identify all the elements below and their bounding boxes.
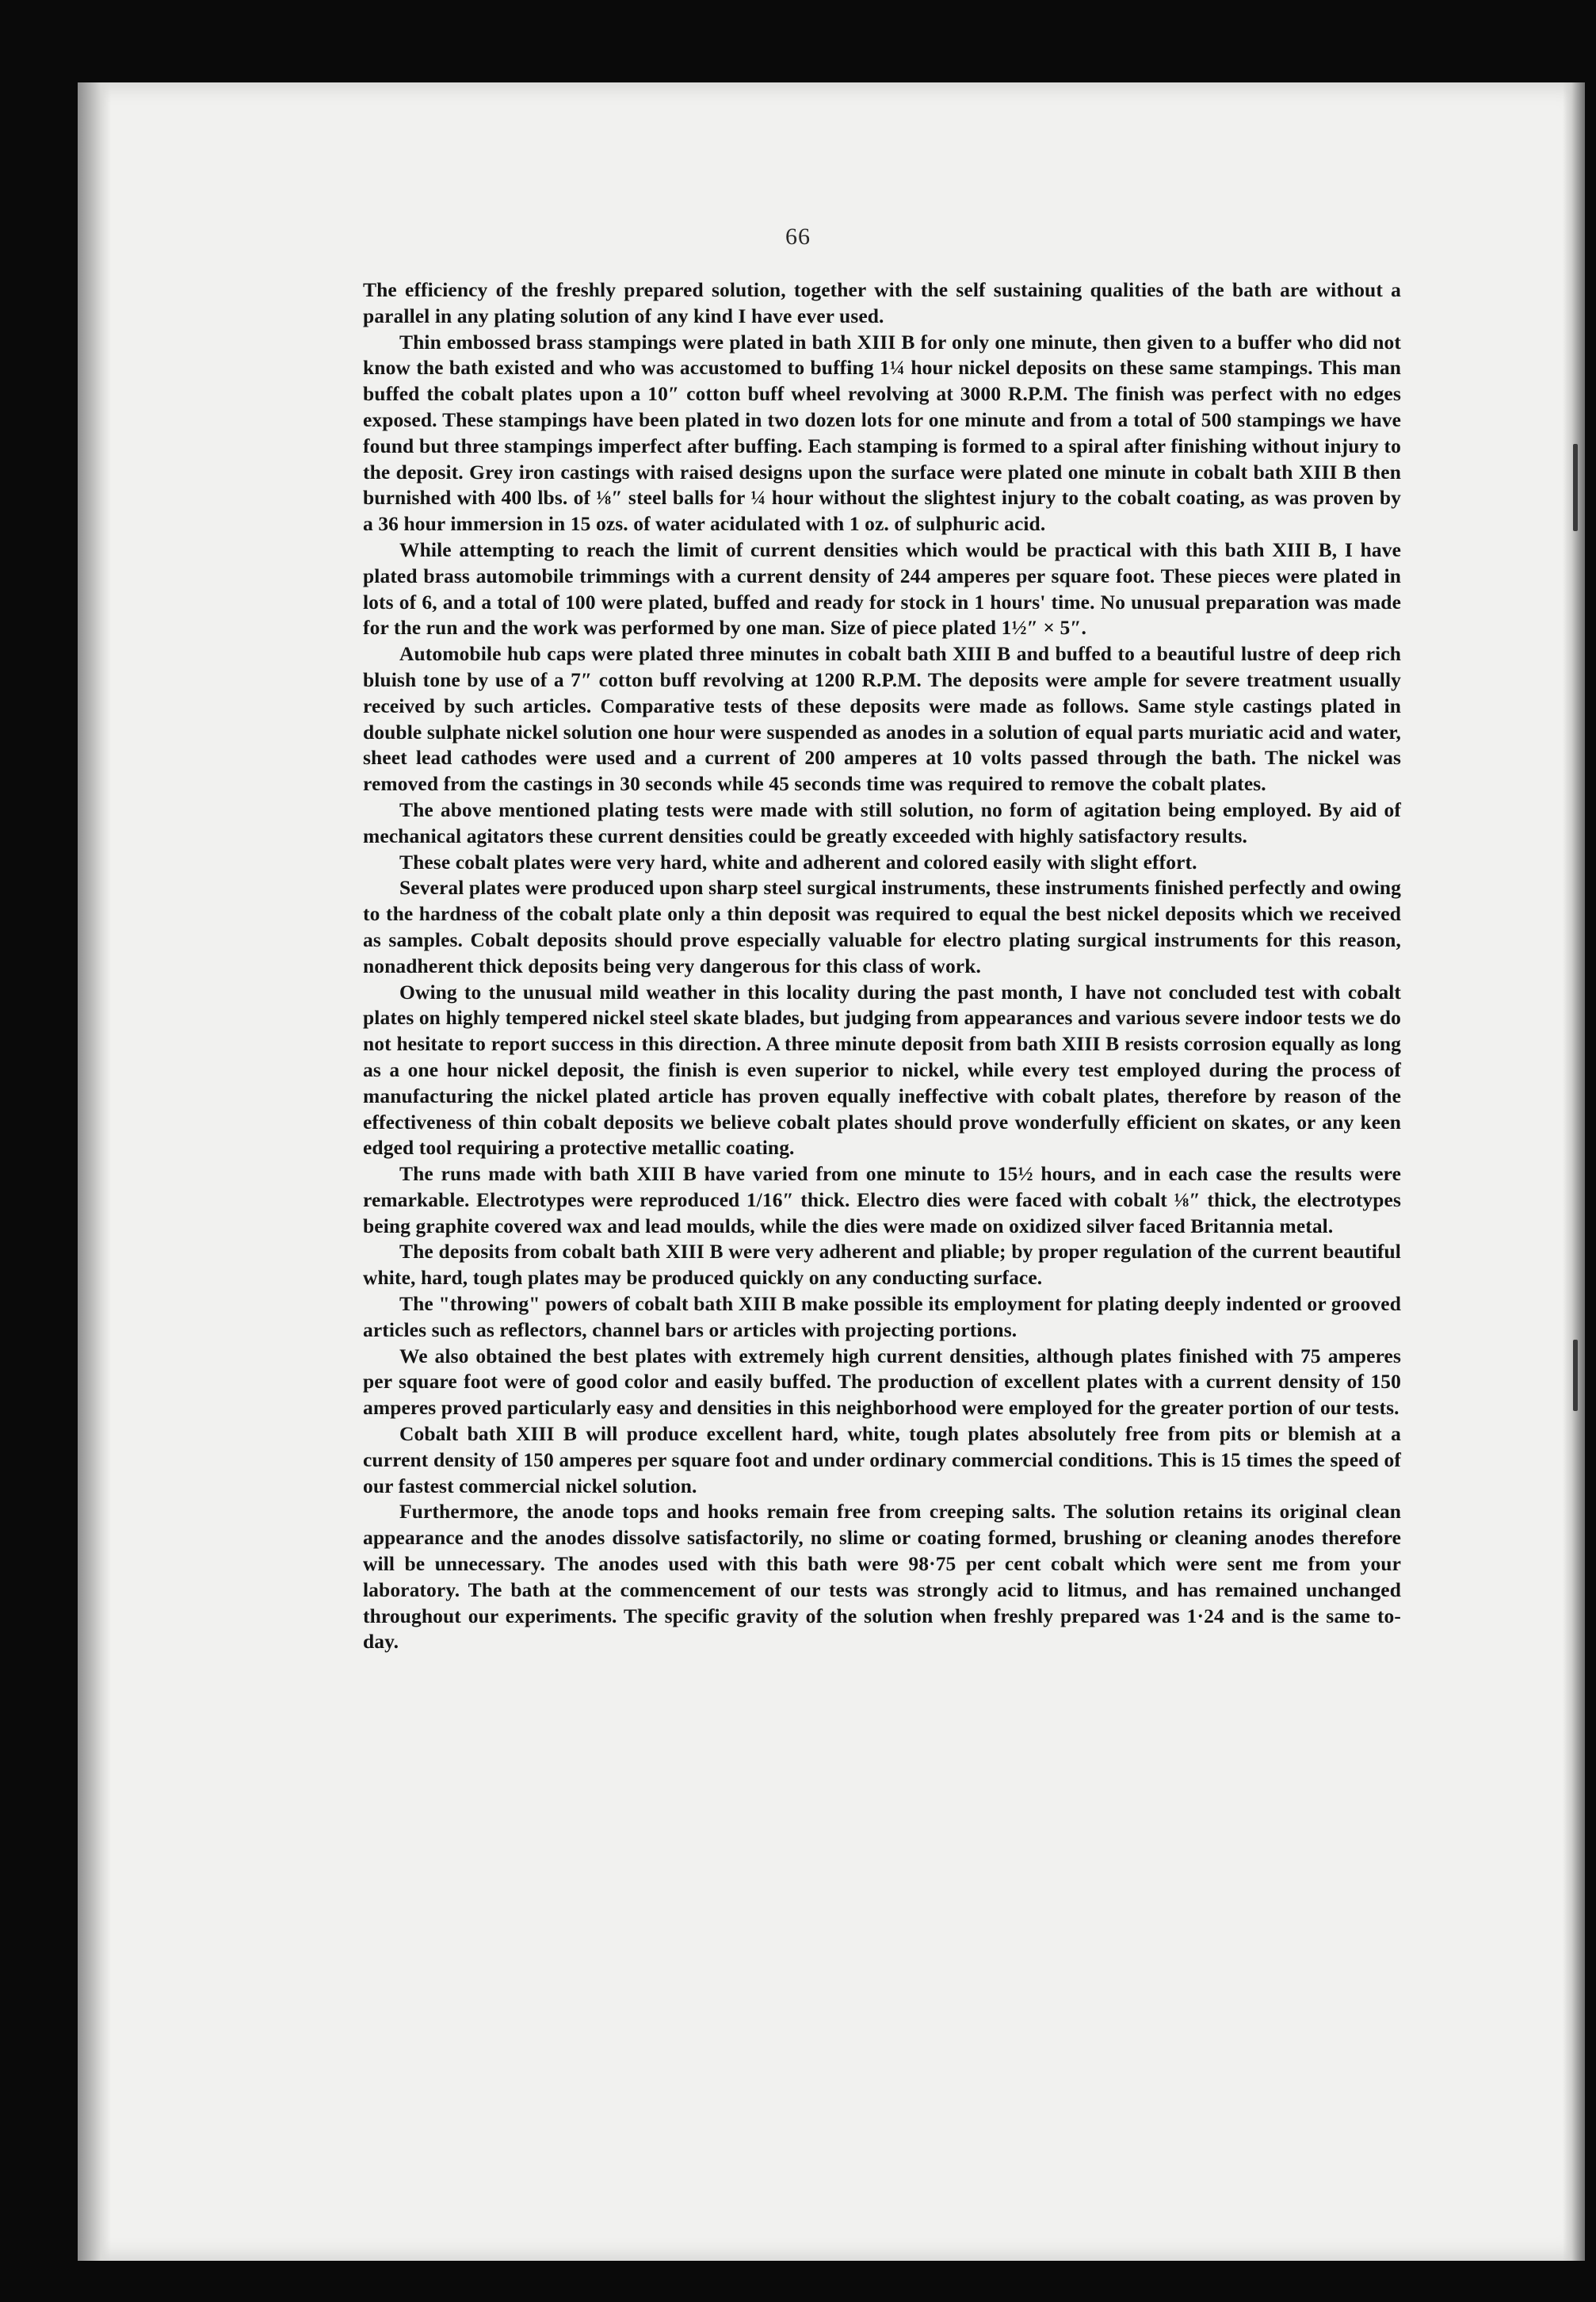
paragraph: Furthermore, the anode tops and hooks remain free from creeping salts. The solution retains its original clean appearance and the anodes dissolve satisfactorily, no slime or coating formed, brushing or cleaning anodes therefore will be unnecessary. The anodes used with this bath were 98·75 per cent cobalt which were sent me from your laboratory. The bath at the commencement of our tests was strongly acid to litmus, and has remained unchanged throughout our experiments. The specific gravity of the solution when freshly prepared was 1·24 and is the same to-day. <box>363 1500 1401 1654</box>
paragraph: The above mentioned plating tests were made with still solution, no form of agitation being employed. By aid of mechanical agitators these current densities could be greatly exceeded with highly satisfactory results. <box>363 797 1401 847</box>
page-left-shadow <box>78 82 111 2261</box>
paragraph: We also obtained the best plates with extremely high current densities, although plates finished with 75 amperes per square foot were of good color and easily buffed. The production of excellent plates with a current density of 150 amperes proved particularly easy and densities in this neighborhood were employed for the greater portion of our tests. <box>363 1344 1401 1420</box>
paragraph: Cobalt bath XIII B will produce excellent hard, white, tough plates absolutely free from pits or blemish at a current density of 150 amperes per square foot and under ordinary commercial conditions. This is 15 times the speed of our fastest commercial nickel solution. <box>363 1422 1401 1497</box>
paragraph: The efficiency of the freshly prepared solution, together with the self sustaining qualities of the bath are without a parallel in any plating solution of any kind I have ever used. <box>363 278 1401 327</box>
body-text <box>363 277 1401 1655</box>
scan-edge-mark <box>1573 1340 1578 1411</box>
paragraph: The deposits from cobalt bath XIII B were very adherent and pliable; by proper regulation of the current beautiful white, hard, tough plates may be produced quickly on any conducting surface. <box>363 1240 1401 1290</box>
paragraph: Several plates were produced upon sharp steel surgical instruments, these instruments finished perfectly and owing to the hardness of the cobalt plate only a thin deposit was required to equal the best nickel deposits which we received as samples. Cobalt deposits should prove especially valuable for electro plating surgical instruments for this reason, nonadherent thick deposits being very dangerous for this class of work. <box>363 876 1401 977</box>
page-number: 66 <box>785 224 811 250</box>
paragraph: Thin embossed brass stampings were plated in bath XIII B for only one minute, then given to a buffer who did not know the bath existed and who was accustomed to buffing 1¼ hour nickel deposits on these same stampings. This man buffed the cobalt plates upon a 10″ cotton buff wheel revolving at 3000 R.P.M. The finish was perfect with no edges exposed. These stampings have been plated in two dozen lots for one minute and from a total of 500 stampings we have found but three stampings imperfect after buffing. Each stamping is formed to a spiral after finishing without injury to the deposit. Grey iron castings with raised designs upon the surface were plated one minute in cobalt bath XIII B then burnished with 400 lbs. of ⅛″ steel balls for ¼ hour without the slightest injury to the cobalt coating, as was proven by a 36 hour immersion in 15 ozs. of water acidulated with 1 oz. of sulphuric acid. <box>363 330 1401 536</box>
paragraph: These cobalt plates were very hard, white and adherent and colored easily with slight effort. <box>399 850 1197 874</box>
scan-edge-mark <box>1573 444 1578 531</box>
paragraph: Automobile hub caps were plated three minutes in cobalt bath XIII B and buffed to a beautiful lustre of deep rich bluish tone by use of a 7″ cotton buff revolving at 1200 R.P.M. The deposits were ample for severe treatment usually received by such articles. Comparative tests of these deposits were made as follows. Same style castings plated in double sulphate nickel solution one hour were suspended as anodes in a solution of equal parts muriatic acid and water, sheet lead cathodes were used and a current of 200 amperes at 10 volts passed through the bath. The nickel was removed from the castings in 30 seconds while 45 seconds time was required to remove the cobalt plates. <box>363 642 1401 796</box>
paragraph: While attempting to reach the limit of current densities which would be practical with this bath XIII B, I have plated brass automobile trimmings with a current density of 244 amperes per square foot. These pieces were plated in lots of 6, and a total of 100 were plated, buffed and ready for stock in 1 hours' time. No unusual preparation was made for the run and the work was performed by one man. Size of piece plated 1½″ × 5″. <box>363 537 1401 640</box>
page-right-shadow <box>1563 82 1585 2261</box>
paragraph: The "throwing" powers of cobalt bath XIII B make possible its employment for plating deeply indented or grooved articles such as reflectors, channel bars or articles with projecting portions. <box>363 1292 1401 1341</box>
paragraph: The runs made with bath XIII B have varied from one minute to 15½ hours, and in each case the results were remarkable. Electrotypes were reproduced 1/16″ thick. Electro dies were faced with cobalt ⅛″ thick, the electrotypes being graphite covered wax and lead moulds, while the dies were made on oxidized silver faced Britannia metal. <box>363 1162 1401 1237</box>
paragraph: Owing to the unusual mild weather in this locality during the past month, I have not concluded test with cobalt plates on highly tempered nickel steel skate blades, but judging from appearances and various severe indoor tests we do not hesitate to report success in this direction. A three minute deposit from bath XIII B resists corrosion equally as long as a one hour nickel deposit, the finish is even superior to nickel, while every test employed during the process of manufacturing the nickel plated article has proven equally ineffective with cobalt plates, therefore by reason of the effectiveness of thin cobalt deposits we believe cobalt plates should prove wonderfully efficient on skates, or any keen edged tool requiring a protective metallic coating. <box>363 980 1401 1160</box>
